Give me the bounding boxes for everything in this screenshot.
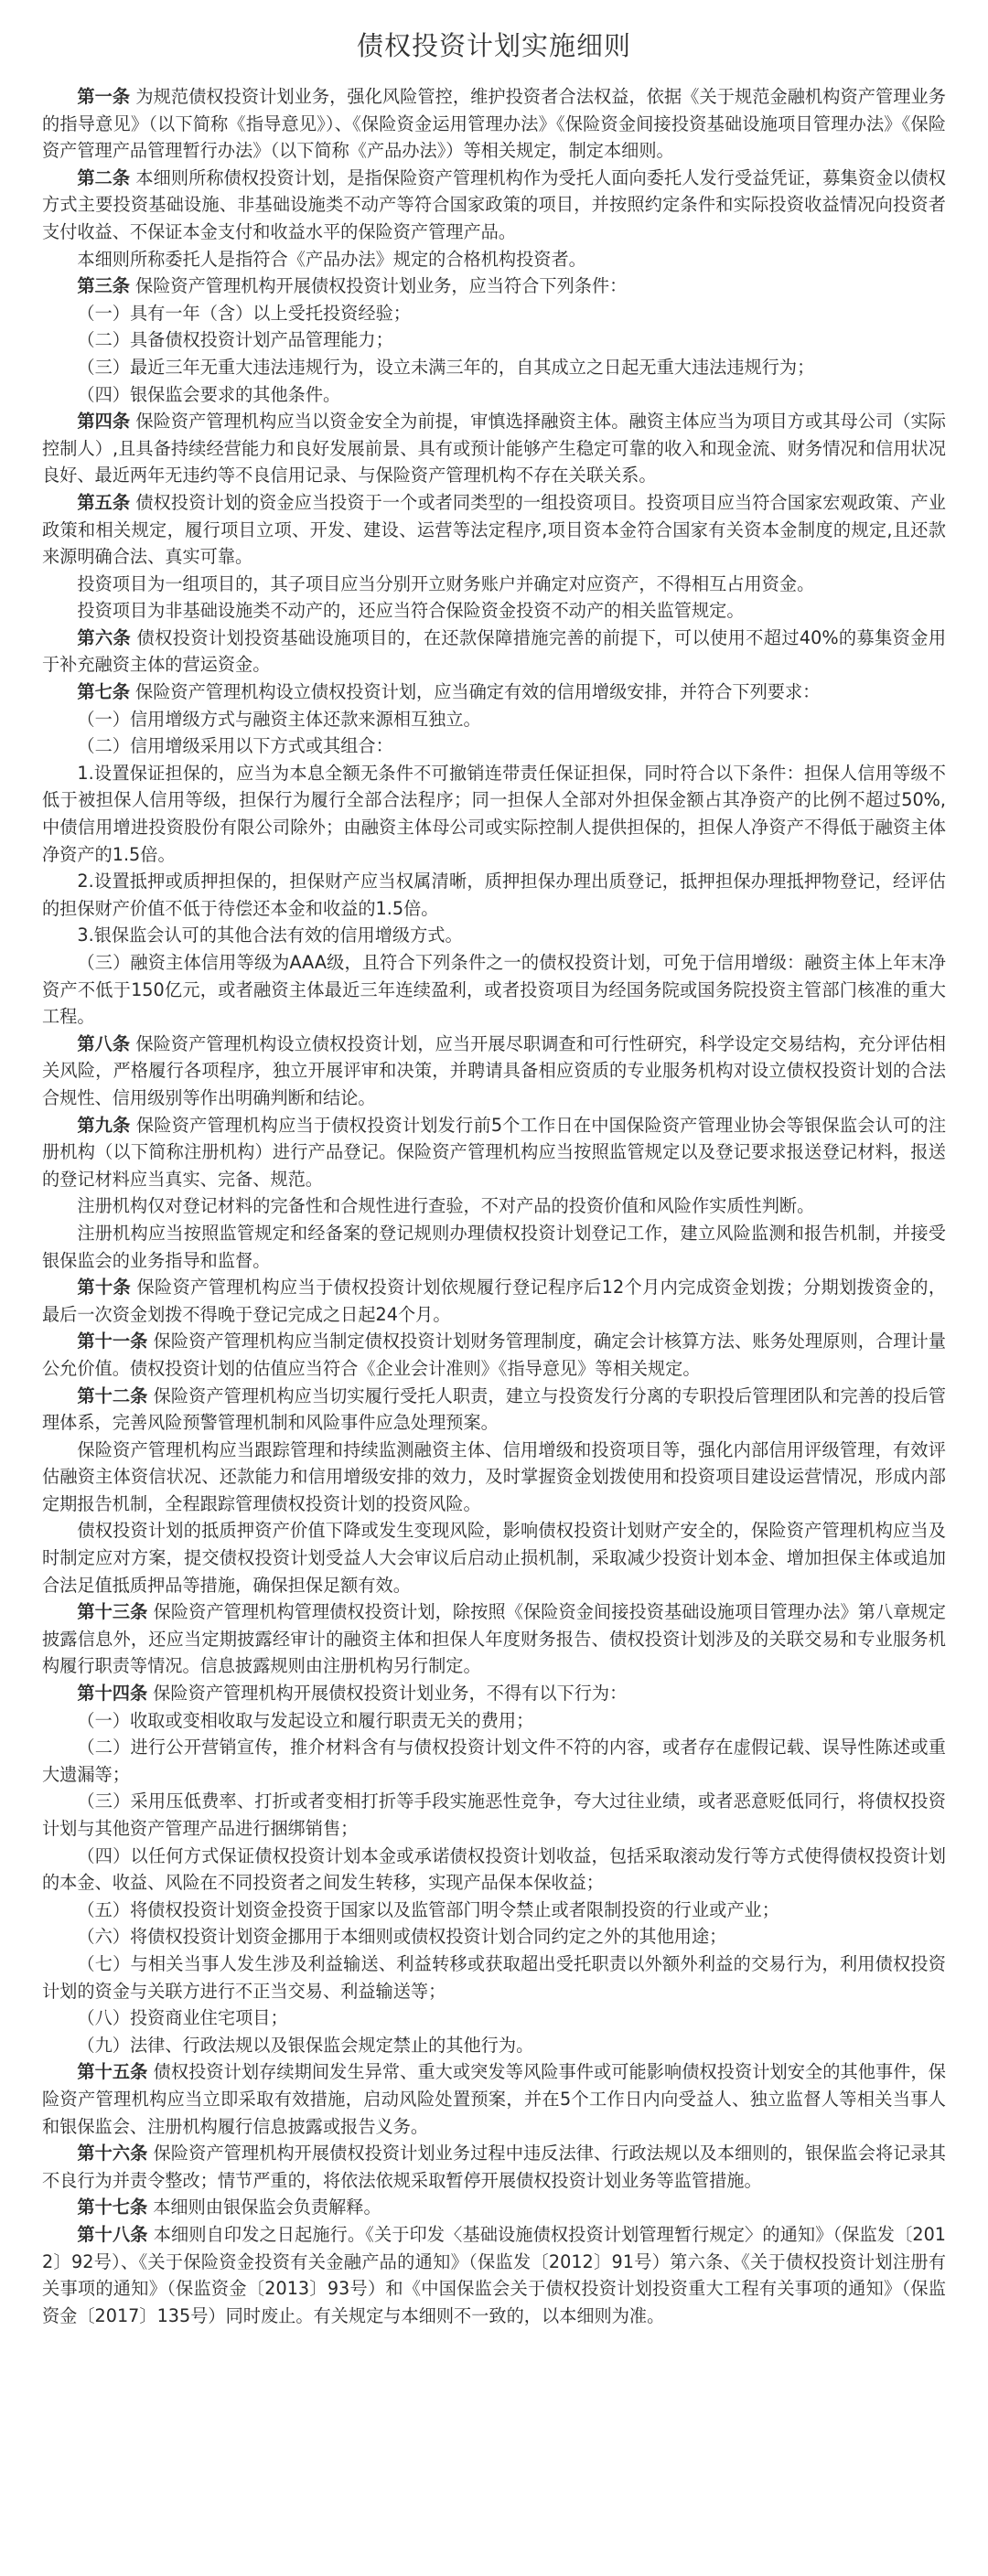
paragraph [42,1788,946,1842]
paragraph [42,922,946,949]
paragraph [42,2032,946,2059]
article-number: 第十五条 [77,2061,148,2083]
paragraph-text: 3.银保监会认可的其他合法有效的信用增级方式。 [77,925,463,946]
paragraph [42,354,946,381]
article-number: 第五条 [77,491,131,513]
paragraph-text: 保险资产管理机构开展债权投资计划业务，应当符合下列条件： [129,275,628,297]
paragraph [42,2004,946,2032]
paragraph-text: （二）信用增级采用以下方式或其组合： [77,735,393,757]
paragraph [42,1517,946,1598]
paragraph [42,2221,946,2329]
article-number: 第十四条 [77,1683,148,1705]
paragraph [42,1897,946,1924]
article-number: 第十八条 [77,2223,148,2245]
paragraph [42,2140,946,2194]
paragraph-text: 本细则所称债权投资计划，是指保险资产管理机构作为受托人面向委托人发行受益凭证，募集资金以债权方式主要投资基础设施、非基础设施类不动产等符合国家政策的项目，并按照约定条件和实际投资收益情况向投资者支付收益、不保证本金支付和收益水平的保险资产管理产品。 [42,166,946,242]
paragraph-text: 为规范债权投资计划业务，强化风险管控，维护投资者合法权益，依据《关于规范金融机构资产管理业务的指导意见》（以下简称《指导意见》）、《保险资金运用管理办法》《保险资金间接投资基础设施项目管理办法》《保险资产管理产品管理暂行办法》（以下简称《产品办法》）等相关规定，制定本细则。 [42,86,946,162]
paragraph-text: （二）进行公开营销宣传，推介材料含有与债权投资计划文件不符的内容，或者存在虚假记载、误导性陈述或重大遗漏等； [42,1737,946,1785]
article-number: 第四条 [77,411,131,433]
paragraph-text: （八）投资商业住宅项目； [77,2007,288,2029]
paragraph [42,1923,946,1951]
paragraph-text: 投资项目为非基础设施类不动产的，还应当符合保险资金投资不动产的相关监管规定。 [77,600,745,622]
paragraph-text: （六）将债权投资计划资金挪用于本细则或债权投资计划合同约定之外的其他用途； [77,1926,727,1948]
paragraph-text: 本细则所称委托人是指符合《产品办法》规定的合格机构投资者。 [77,248,586,270]
paragraph [42,571,946,598]
article-number: 第十二条 [77,1384,148,1406]
paragraph [42,1598,946,1680]
paragraph-text: （九）法律、行政法规以及银保监会规定禁止的其他行为。 [77,2034,534,2056]
paragraph [42,1437,946,1518]
paragraph-text: （三）采用压低费率、打折或者变相打折等手段实施恶性竞争，夸大过往业绩，或者恶意贬低同行，将债权投资计划与其他资产管理产品进行捆绑销售； [42,1790,946,1839]
paragraph [42,625,946,679]
paragraph [42,1383,946,1437]
paragraph-text: （五）将债权投资计划资金投资于国家以及监管部门明令禁止或者限制投资的行业或产业； [77,1898,779,1920]
paragraph [42,1951,946,2004]
paragraph [42,868,946,922]
document-body [42,83,946,2329]
paragraph-text: 债权投资计划的资金应当投资于一个或者同类型的一组投资项目。投资项目应当符合国家宏观政策、产业政策和相关规定，履行项目立项、开发、建设、运营等法定程序,项目资本金符合国家有关资本金制度的规定,且还款来源明确合法、真实可靠。 [42,491,946,568]
paragraph-text: 保险资产管理机构管理债权投资计划，除按照《保险资金间接投资基础设施项目管理办法》第八章规定披露信息外，还应当定期披露经审计的融资主体和担保人年度财务报告、债权投资计划涉及的关联交易和专业服务机构履行职责等情况。信息披露规则由注册机构另行制定。 [42,1601,946,1677]
paragraph [42,1220,946,1274]
paragraph [42,597,946,625]
paragraph [42,2194,946,2221]
paragraph-text: （四）以任何方式保证债权投资计划本金或承诺债权投资计划收益，包括采取滚动发行等方式使得债权投资计划的本金、收益、风险在不同投资者之间发生转移，实现产品保本保收益； [42,1844,946,1894]
paragraph [42,246,946,273]
paragraph [42,1328,946,1382]
paragraph-text: 债权投资计划存续期间发生异常、重大或突发等风险事件或可能影响债权投资计划安全的其他事件，保险资产管理机构应当立即采取有效措施，启动风险处置预案，并在5个工作日内向受益人、独立监督人等相关当事人和银保监会、注册机构履行信息披露或报告义务。 [42,2061,946,2137]
article-number: 第十条 [77,1277,132,1299]
paragraph-text: 保险资产管理机构开展债权投资计划业务，不得有以下行为： [147,1683,628,1705]
article-number: 第三条 [77,275,130,297]
article-number: 第一条 [77,86,131,107]
paragraph-text: （四）银保监会要求的其他条件。 [77,383,341,405]
paragraph-text: 保险资产管理机构应当制定债权投资计划财务管理制度，确定会计核算方法、账务处理原则，合理计量公允价值。债权投资计划的估值应当符合《企业会计准则》《指导意见》等相关规定。 [42,1331,946,1379]
paragraph [42,1734,946,1788]
paragraph-text: 1.设置保证担保的，应当为本息全额无条件不可撤销连带责任保证担保，同时符合以下条件：担保人信用等级不低于被担保人信用等级，担保行为履行全部合法程序；同一担保人全部对外担保金额占其净资产的比例不超过50%,中债信用增进投资股份有限公司除外；由融资主体母公司或实际控制人提供担保的，担保人净资产不得低于融资主体净资产的1.5倍。 [42,762,946,865]
paragraph-text: （七）与相关当事人发生涉及利益输送、利益转移或获取超出受托职责以外额外利益的交易行为，利用债权投资计划的资金与关联方进行不正当交易、利益输送等； [42,1952,946,2002]
paragraph-text: 债权投资计划投资基础设施项目的，在还款保障措施完善的前提下，可以使用不超过40%的募集资金用于补充融资主体的营运资金。 [42,626,947,676]
paragraph-text: （三）最近三年无重大违法违规行为，设立未满三年的，自其成立之日起无重大违法违规行为； [77,356,815,378]
paragraph [42,2058,946,2140]
paragraph [42,679,946,706]
paragraph [42,408,946,489]
paragraph [42,381,946,409]
article-number: 第十三条 [77,1601,148,1623]
article-number: 第六条 [77,626,132,648]
paragraph [42,1274,946,1328]
paragraph-text: 2.设置抵押或质押担保的，担保财产应当权属清晰，质押担保办理出质登记，抵押担保办理抵押物登记，经评估的担保财产价值不低于待偿还本金和收益的1.5倍。 [42,871,946,919]
paragraph [42,732,946,760]
paragraph [42,165,946,246]
paragraph [42,83,946,165]
paragraph-text: 注册机构应当按照监管规定和经备案的登记规则办理债权投资计划登记工作，建立风险监测和报告机制，并接受银保监会的业务指导和监督。 [42,1222,946,1271]
paragraph [42,949,946,1031]
paragraph-text: （一）收取或变相收取与发起设立和履行职责无关的费用； [77,1709,534,1731]
paragraph-text: 保险资产管理机构应当于债权投资计划依规履行登记程序后12个月内完成资金划拨；分期划拨资金的，最后一次资金划拨不得晚于登记完成之日起24个月。 [42,1277,947,1325]
paragraph [42,326,946,354]
paragraph [42,1192,946,1220]
paragraph [42,1031,946,1112]
article-number: 第十七条 [77,2197,148,2218]
document-title: 债权投资计划实施细则 [356,30,631,61]
article-number: 第十一条 [77,1331,148,1352]
paragraph [42,300,946,327]
paragraph [42,760,946,868]
paragraph-text: 保险资产管理机构设立债权投资计划，应当开展尽职调查和可行性研究，科学设定交易结构，充分评估相关风险，严格履行各项程序，独立开展评审和决策，并聘请具备相应资质的专业服务机构对设立债权投资计划的合法合规性、信用级别等作出明确判断和结论。 [42,1032,946,1108]
paragraph-text: 保险资产管理机构设立债权投资计划，应当确定有效的信用增级安排，并符合下列要求： [129,681,821,703]
paragraph-text: 本细则由银保监会负责解释。 [147,2197,381,2218]
article-number: 第七条 [77,681,130,703]
paragraph-text: 本细则自印发之日起施行。《关于印发〈基础设施债权投资计划管理暂行规定〉的通知》（保监发〔2012〕92号）、《关于保险资金投资有关金融产品的通知》（保监发〔2012〕91号）第六条、《关于债权投资计划注册有关事项的通知》（保监资金〔2013〕93号）和《中国保监会关于债权投资计划投资重大工程有关事项的通知》（保监资金〔2017〕135号）同时废止。有关规定与本细则不一致的，以本细则为准。 [42,2223,946,2326]
paragraph [42,1707,946,1735]
paragraph-text: 保险资产管理机构应当于债权投资计划发行前5个工作日在中国保险资产管理业协会等银保监会认可的注册机构（以下简称注册机构）进行产品登记。保险资产管理机构应当按照监管规定以及登记要求报送登记材料，报送的登记材料应当真实、完备、规范。 [42,1114,947,1190]
paragraph-text: 投资项目为一组项目的，其子项目应当分别开立财务账户并确定对应资产，不得相互占用资金。 [77,572,815,594]
paragraph-text: 保险资产管理机构应当切实履行受托人职责，建立与投资发行分离的专职投后管理团队和完善的投后管理体系，完善风险预警管理机制和风险事件应急处理预案。 [42,1384,946,1434]
article-number: 第八条 [77,1032,131,1054]
paragraph-text: 保险资产管理机构应当跟踪管理和持续监测融资主体、信用增级和投资项目等，强化内部信用评级管理，有效评估融资主体资信状况、还款能力和信用增级安排的效力，及时掌握资金划拨使用和投资项目建设运营情况，形成内部定期报告机制，全程跟踪管理债权投资计划的投资风险。 [42,1438,946,1514]
paragraph-text: 注册机构仅对登记材料的完备性和合规性进行查验，不对产品的投资价值和风险作实质性判断。 [77,1195,815,1217]
paragraph-text: （一）具有一年（含）以上受托投资经验； [77,302,411,324]
article-number: 第九条 [77,1114,131,1136]
paragraph [42,1680,946,1707]
paragraph [42,273,946,300]
paragraph-text: （一）信用增级方式与融资主体还款来源相互独立。 [77,708,481,730]
paragraph [42,1112,946,1193]
paragraph [42,489,946,571]
paragraph-text: （三）融资主体信用等级为AAA级，且符合下列条件之一的债权投资计划，可免于信用增级：融资主体上年末净资产不低于150亿元，或者融资主体最近三年连续盈利，或者投资项目为经国务院或国务院投资主管部门核准的重大工程。 [42,952,946,1028]
article-number: 第二条 [77,166,131,188]
paragraph [42,1843,946,1897]
paragraph-text: 保险资产管理机构应当以资金安全为前提，审慎选择融资主体。融资主体应当为项目方或其母公司（实际控制人）,且具备持续经营能力和良好发展前景、具有或预计能够产生稳定可靠的收入和现金流、财务情况和信用状况良好、最近两年无违约等不良信用记录、与保险资产管理机构不存在关联关系。 [42,411,946,486]
paragraph-text: （二）具备债权投资计划产品管理能力； [77,329,393,351]
paragraph-text: 债权投资计划的抵质押资产价值下降或发生变现风险，影响债权投资计划财产安全的，保险资产管理机构应当及时制定应对方案，提交债权投资计划受益人大会审议后启动止损机制，采取减少投资计划本金、增加担保主体或追加合法足值抵质押品等措施，确保担保足额有效。 [42,1520,946,1596]
paragraph [42,706,946,733]
article-number: 第十六条 [77,2143,148,2164]
paragraph-text: 保险资产管理机构开展债权投资计划业务过程中违反法律、行政法规以及本细则的，银保监会将记录其不良行为并责令整改；情节严重的，将依法依规采取暂停开展债权投资计划业务等监管措施。 [42,2143,946,2191]
